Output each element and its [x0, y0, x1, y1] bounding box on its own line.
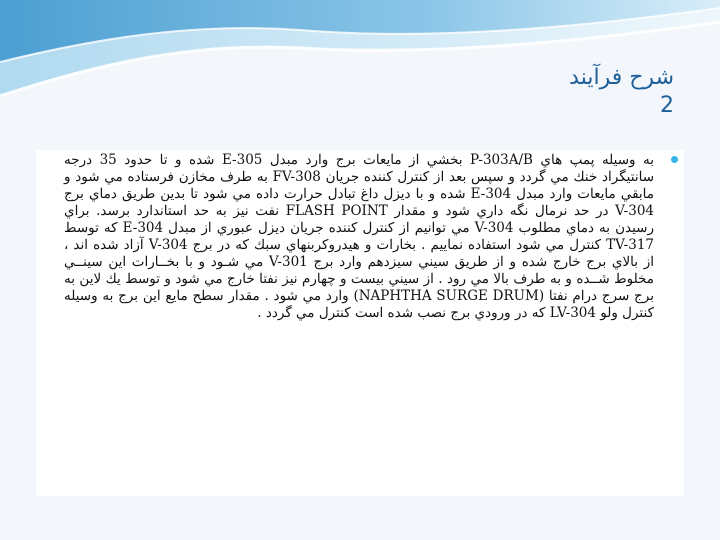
bullet-icon [671, 156, 678, 163]
slide-title-line2: 2 [660, 93, 674, 118]
slide-title-line1: شرح فرآيند [569, 65, 674, 90]
bullet-paragraph: به وسيله پمپ هاي P-303A/B بخشي از مايعات برج وارد مبدل E-305 شده و تا حدود 35 درجه سانتيگراد خنك مي گردد و سپس بعد از كنترل كننده جريان FV-308 به طرف مخازن فرستاده مي شود و مابقي مايعات وارد مبدل E-304 شده و با ديزل داغ تبادل حرارت داده مي شود تا بدين طريق دماي برج V-304 در حد نرمال نگه داري شود و مقدار FLASH POINT نفت نيز به حد استاندارد برسد. براي رسيدن به دماي مطلوب V-304 مي توانيم از كنترل كننده جريان ديزل عبوري از مبدل E-304 كه توسط TV-317 كنترل مي شود استفاده نماييم . بخارات و هيدروكربنهاي سبك كه در برج V-304 آزاد شده اند ، از بالاي برج خارج شده و از طريق سيني سيزدهم وارد برج V-301 مي شـود و با بخــارات اين سينــي مخلوط شــده و به طرف بالا مي رود . از سيني بيست و چهارم نيز نفتا خارج مي شود و توسط يك لاين به برج سرج درام نفتا (NAPHTHA SURGE DRUM) وارد مي شود . مقدار سطح مايع اين برج به وسيله كنترل ولو LV-304 كه در ورودي برج نصب شده است كنترل مي گردد . [64, 152, 655, 321]
slide-title [374, 64, 674, 120]
content-box [36, 150, 684, 496]
